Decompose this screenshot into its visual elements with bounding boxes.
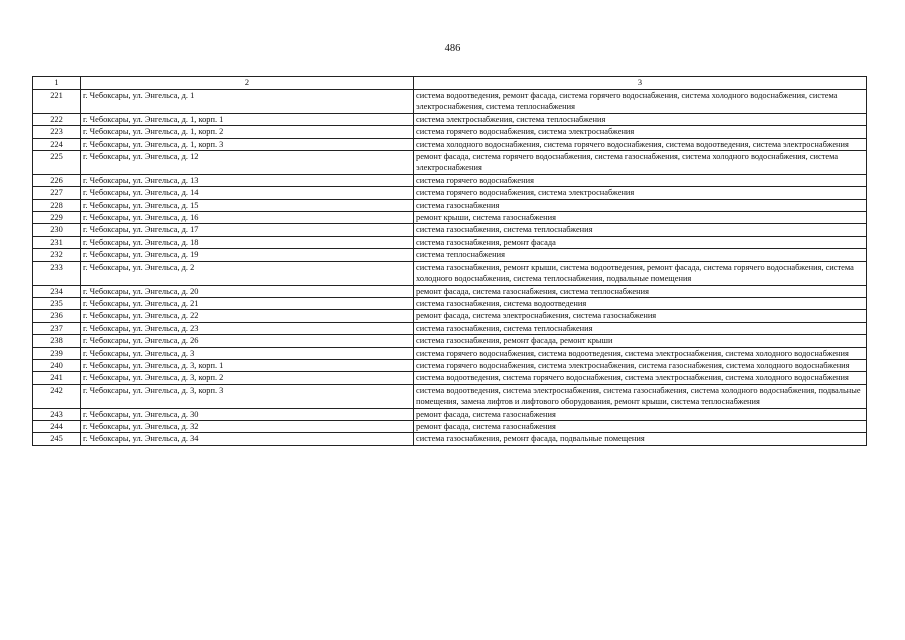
row-number: 229 [33, 212, 81, 224]
row-works: система теплоснабжения [414, 249, 867, 261]
table-header-row [33, 77, 867, 90]
row-number: 232 [33, 249, 81, 261]
row-address: г. Чебоксары, ул. Энгельса, д. 19 [81, 249, 414, 261]
column-header-number: 1 [33, 77, 81, 90]
table-row [33, 138, 867, 150]
row-address: г. Чебоксары, ул. Энгельса, д. 1, корп. 3 [81, 138, 414, 150]
row-works: ремонт фасада, система газоснабжения [414, 420, 867, 432]
table-row [33, 420, 867, 432]
row-number: 239 [33, 347, 81, 359]
row-address: г. Чебоксары, ул. Энгельса, д. 12 [81, 151, 414, 175]
table-row [33, 285, 867, 297]
table-row [33, 187, 867, 199]
row-address: г. Чебоксары, ул. Энгельса, д. 1, корп. 2 [81, 126, 414, 138]
row-address: г. Чебоксары, ул. Энгельса, д. 23 [81, 322, 414, 334]
row-works: система горячего водоснабжения [414, 174, 867, 186]
row-works: ремонт фасада, система горячего водоснабжения, система газоснабжения, система холодного водоснабжения, система электроснабжения [414, 151, 867, 175]
row-address: г. Чебоксары, ул. Энгельса, д. 26 [81, 335, 414, 347]
table-row [33, 151, 867, 175]
row-number: 230 [33, 224, 81, 236]
table-row [33, 236, 867, 248]
row-address: г. Чебоксары, ул. Энгельса, д. 1, корп. 1 [81, 113, 414, 125]
row-number: 223 [33, 126, 81, 138]
row-works: система газоснабжения, ремонт фасада [414, 236, 867, 248]
row-works: система газоснабжения, система теплоснабжения [414, 224, 867, 236]
row-address: г. Чебоксары, ул. Энгельса, д. 21 [81, 297, 414, 309]
row-address: г. Чебоксары, ул. Энгельса, д. 1 [81, 90, 414, 114]
table-row [33, 408, 867, 420]
row-number: 245 [33, 433, 81, 445]
table-row [33, 90, 867, 114]
row-number: 236 [33, 310, 81, 322]
row-number: 235 [33, 297, 81, 309]
row-address: г. Чебоксары, ул. Энгельса, д. 3, корп. 2 [81, 372, 414, 384]
row-address: г. Чебоксары, ул. Энгельса, д. 2 [81, 261, 414, 285]
table-row [33, 433, 867, 445]
row-works: система горячего водоснабжения, система электроснабжения [414, 126, 867, 138]
table-row [33, 261, 867, 285]
row-address: г. Чебоксары, ул. Энгельса, д. 22 [81, 310, 414, 322]
row-address: г. Чебоксары, ул. Энгельса, д. 14 [81, 187, 414, 199]
table-row [33, 335, 867, 347]
table-row [33, 249, 867, 261]
row-address: г. Чебоксары, ул. Энгельса, д. 15 [81, 199, 414, 211]
row-number: 243 [33, 408, 81, 420]
row-works: система водоотведения, система горячего водоснабжения, система электроснабжения, система холодного водоснабжения [414, 372, 867, 384]
row-number: 221 [33, 90, 81, 114]
row-address: г. Чебоксары, ул. Энгельса, д. 3 [81, 347, 414, 359]
row-works: ремонт крыши, система газоснабжения [414, 212, 867, 224]
table-row [33, 199, 867, 211]
housing-registry-table [32, 76, 867, 446]
row-works: система холодного водоснабжения, система горячего водоснабжения, система водоотведения, система электроснабжения [414, 138, 867, 150]
row-works: система газоснабжения, ремонт фасада, ремонт крыши [414, 335, 867, 347]
row-number: 222 [33, 113, 81, 125]
table-row [33, 347, 867, 359]
table-row [33, 212, 867, 224]
table-row [33, 322, 867, 334]
row-number: 231 [33, 236, 81, 248]
row-number: 226 [33, 174, 81, 186]
row-works: ремонт фасада, система газоснабжения [414, 408, 867, 420]
row-number: 227 [33, 187, 81, 199]
row-number: 238 [33, 335, 81, 347]
row-number: 234 [33, 285, 81, 297]
row-address: г. Чебоксары, ул. Энгельса, д. 17 [81, 224, 414, 236]
table-body [33, 90, 867, 446]
row-works: система газоснабжения, система водоотведения [414, 297, 867, 309]
row-address: г. Чебоксары, ул. Энгельса, д. 13 [81, 174, 414, 186]
row-works: система водоотведения, система электроснабжения, система газоснабжения, система холодного водоснабжения, подвальные помещения, замена лифтов и лифтового оборудования, ремонт крыши, система теплоснабжения [414, 384, 867, 408]
table-row [33, 224, 867, 236]
table-row [33, 113, 867, 125]
table-row [33, 384, 867, 408]
table-row [33, 372, 867, 384]
row-works: система горячего водоснабжения, система электроснабжения [414, 187, 867, 199]
row-works: система электроснабжения, система теплоснабжения [414, 113, 867, 125]
table-row [33, 359, 867, 371]
page-number: 486 [444, 43, 461, 54]
row-works: система газоснабжения, ремонт фасада, подвальные помещения [414, 433, 867, 445]
table-row [33, 174, 867, 186]
row-number: 242 [33, 384, 81, 408]
row-number: 233 [33, 261, 81, 285]
row-works: ремонт фасада, система газоснабжения, система теплоснабжения [414, 285, 867, 297]
row-address: г. Чебоксары, ул. Энгельса, д. 30 [81, 408, 414, 420]
column-header-address: 2 [81, 77, 414, 90]
row-number: 240 [33, 359, 81, 371]
row-works: система газоснабжения, система теплоснабжения [414, 322, 867, 334]
row-works: система горячего водоснабжения, система электроснабжения, система газоснабжения, система холодного водоснабжения [414, 359, 867, 371]
table-row [33, 297, 867, 309]
row-number: 237 [33, 322, 81, 334]
table-row [33, 310, 867, 322]
column-header-works: 3 [414, 77, 867, 90]
row-works: ремонт фасада, система электроснабжения, система газоснабжения [414, 310, 867, 322]
row-address: г. Чебоксары, ул. Энгельса, д. 3, корп. 3 [81, 384, 414, 408]
row-number: 228 [33, 199, 81, 211]
row-address: г. Чебоксары, ул. Энгельса, д. 18 [81, 236, 414, 248]
row-number: 244 [33, 420, 81, 432]
row-works: система горячего водоснабжения, система водоотведения, система электроснабжения, система холодного водоснабжения [414, 347, 867, 359]
row-works: система водоотведения, ремонт фасада, система горячего водоснабжения, система холодного водоснабжения, система электроснабжения, система теплоснабжения [414, 90, 867, 114]
row-address: г. Чебоксары, ул. Энгельса, д. 20 [81, 285, 414, 297]
row-address: г. Чебоксары, ул. Энгельса, д. 3, корп. 1 [81, 359, 414, 371]
row-number: 241 [33, 372, 81, 384]
row-number: 225 [33, 151, 81, 175]
row-address: г. Чебоксары, ул. Энгельса, д. 16 [81, 212, 414, 224]
row-number: 224 [33, 138, 81, 150]
row-address: г. Чебоксары, ул. Энгельса, д. 32 [81, 420, 414, 432]
row-works: система газоснабжения [414, 199, 867, 211]
row-works: система газоснабжения, ремонт крыши, система водоотведения, ремонт фасада, система горячего водоснабжения, система холодного водоснабжения, система теплоснабжения, подвальные помещения [414, 261, 867, 285]
row-address: г. Чебоксары, ул. Энгельса, д. 34 [81, 433, 414, 445]
table-row [33, 126, 867, 138]
